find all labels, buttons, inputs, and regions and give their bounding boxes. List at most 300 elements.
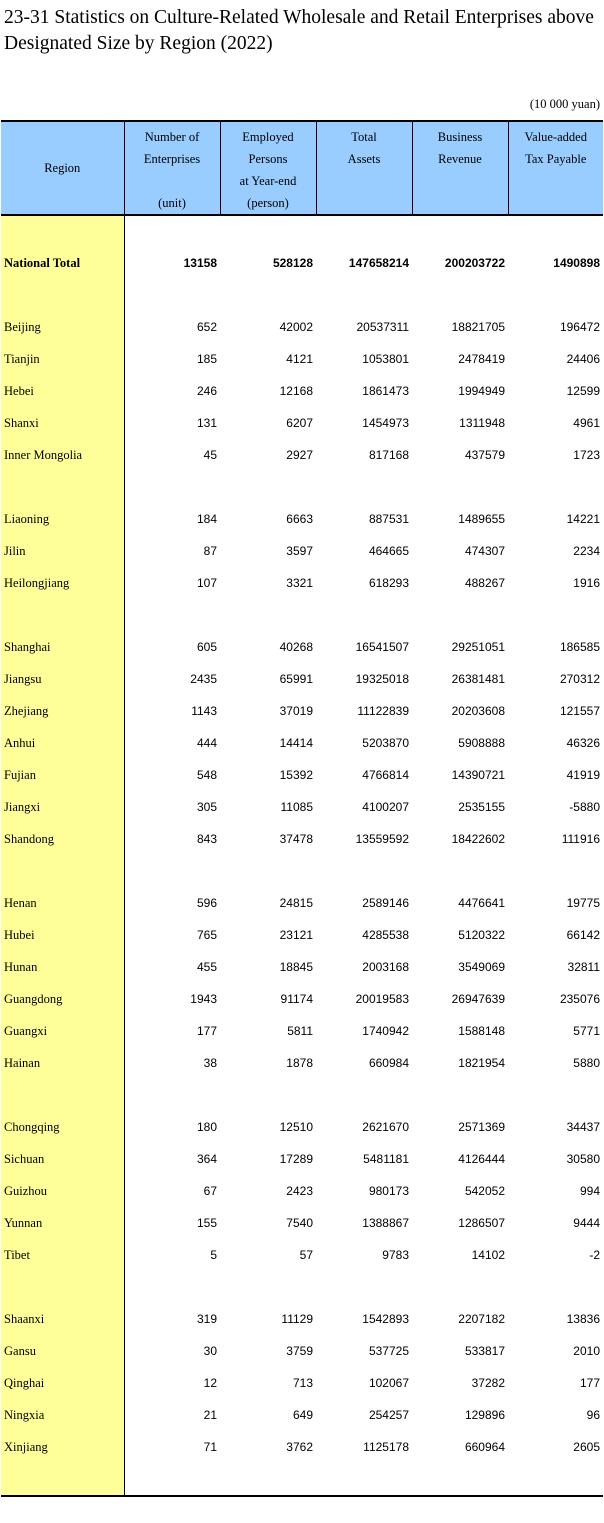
region-cell: Zhejiang bbox=[1, 695, 124, 727]
enterprises-cell: 177 bbox=[196, 1024, 217, 1038]
employed-cell: 15392 bbox=[279, 768, 313, 782]
vat-cell: 111916 bbox=[561, 832, 600, 846]
region-cell bbox=[1, 471, 124, 503]
vat-cell: 1723 bbox=[573, 448, 600, 462]
value-cell bbox=[508, 1463, 603, 1496]
header-employed-label: Employed Persons at Year-end bbox=[239, 130, 297, 188]
enterprises-cell: 30 bbox=[203, 1344, 217, 1358]
region-cell: Qinghai bbox=[1, 1367, 124, 1399]
vat-cell: 19775 bbox=[566, 896, 600, 910]
header-region-label: Region bbox=[44, 161, 81, 175]
enterprises-cell: 131 bbox=[196, 416, 217, 430]
region-cell: Shandong bbox=[1, 823, 124, 855]
header-revenue bbox=[412, 121, 508, 215]
enterprises-cell: 13158 bbox=[183, 256, 217, 270]
employed-cell: 1878 bbox=[286, 1056, 313, 1070]
value-cell bbox=[508, 215, 603, 247]
assets-cell: 13559592 bbox=[355, 832, 409, 846]
value-cell bbox=[316, 1271, 412, 1303]
value-cell bbox=[316, 855, 412, 887]
table-row bbox=[1, 887, 603, 919]
value-cell bbox=[220, 215, 316, 247]
employed-cell: 6663 bbox=[286, 512, 313, 526]
vat-cell: 12599 bbox=[566, 384, 600, 398]
value-cell bbox=[220, 855, 316, 887]
revenue-cell: 1588148 bbox=[458, 1024, 505, 1038]
enterprises-cell: 71 bbox=[203, 1440, 217, 1454]
header-enterprises bbox=[124, 121, 220, 215]
enterprises-cell: 605 bbox=[196, 640, 217, 654]
region-cell: National Total bbox=[1, 247, 124, 279]
employed-cell: 11129 bbox=[281, 1312, 313, 1326]
table-row bbox=[1, 695, 603, 727]
revenue-cell: 3549069 bbox=[458, 960, 505, 974]
revenue-cell: 29251051 bbox=[451, 640, 505, 654]
header-enterprises-label: Number of Enterprises bbox=[143, 130, 201, 166]
table-row bbox=[1, 503, 603, 535]
table-row bbox=[1, 1111, 603, 1143]
employed-cell: 4121 bbox=[286, 352, 313, 366]
assets-cell: 1388867 bbox=[362, 1216, 409, 1230]
assets-cell: 20537311 bbox=[356, 320, 409, 334]
spacer-row bbox=[1, 599, 603, 631]
revenue-cell: 18422602 bbox=[451, 832, 505, 846]
table-row bbox=[1, 791, 603, 823]
employed-cell: 37019 bbox=[279, 704, 313, 718]
value-cell bbox=[508, 1079, 603, 1111]
revenue-cell: 14390721 bbox=[451, 768, 505, 782]
vat-cell: 121557 bbox=[559, 704, 600, 718]
table-row bbox=[1, 1335, 603, 1367]
revenue-cell: 1994949 bbox=[458, 384, 505, 398]
statistics-table bbox=[1, 120, 603, 1497]
region-cell: Hebei bbox=[1, 375, 124, 407]
value-cell bbox=[220, 1271, 316, 1303]
employed-cell: 24815 bbox=[279, 896, 313, 910]
table-row bbox=[1, 1431, 603, 1463]
vat-cell: 96 bbox=[586, 1408, 600, 1422]
enterprises-cell: 21 bbox=[203, 1408, 217, 1422]
vat-cell: -5880 bbox=[569, 800, 600, 814]
header-vat-label: Value-added Tax Payable bbox=[524, 130, 587, 166]
revenue-cell: 488267 bbox=[464, 576, 505, 590]
revenue-cell: 542052 bbox=[464, 1184, 505, 1198]
region-cell: Yunnan bbox=[1, 1207, 124, 1239]
assets-cell: 2003168 bbox=[362, 960, 409, 974]
table-header bbox=[1, 121, 603, 215]
value-cell bbox=[124, 471, 220, 503]
region-cell bbox=[1, 599, 124, 631]
assets-cell: 19325018 bbox=[355, 672, 409, 686]
assets-cell: 537725 bbox=[368, 1344, 409, 1358]
enterprises-cell: 87 bbox=[203, 544, 217, 558]
table-body bbox=[1, 215, 603, 1496]
revenue-cell: 4126444 bbox=[458, 1152, 505, 1166]
region-cell bbox=[1, 1463, 124, 1496]
employed-cell: 5811 bbox=[287, 1024, 313, 1038]
enterprises-cell: 548 bbox=[196, 768, 217, 782]
value-cell bbox=[412, 1079, 508, 1111]
value-cell bbox=[508, 279, 603, 311]
table-row bbox=[1, 439, 603, 471]
employed-cell: 2927 bbox=[286, 448, 313, 462]
enterprises-cell: 180 bbox=[196, 1120, 217, 1134]
header-vat bbox=[508, 121, 603, 215]
region-cell: Tibet bbox=[1, 1239, 124, 1271]
assets-cell: 20019583 bbox=[355, 992, 409, 1006]
table-row bbox=[1, 727, 603, 759]
assets-cell: 1740942 bbox=[362, 1024, 409, 1038]
vat-cell: 2234 bbox=[573, 544, 600, 558]
enterprises-cell: 596 bbox=[196, 896, 217, 910]
employed-cell: 2423 bbox=[286, 1184, 313, 1198]
revenue-cell: 5120322 bbox=[458, 928, 505, 942]
region-cell: Hubei bbox=[1, 919, 124, 951]
spacer-row bbox=[1, 855, 603, 887]
enterprises-cell: 155 bbox=[196, 1216, 217, 1230]
assets-cell: 618293 bbox=[368, 576, 409, 590]
assets-cell: 1125178 bbox=[363, 1440, 409, 1454]
table-row bbox=[1, 1015, 603, 1047]
assets-cell: 464665 bbox=[368, 544, 409, 558]
employed-cell: 14414 bbox=[279, 736, 313, 750]
table-row bbox=[1, 375, 603, 407]
table-row bbox=[1, 1367, 603, 1399]
vat-cell: 196472 bbox=[559, 320, 600, 334]
header-employed-unit: (person) bbox=[247, 196, 289, 210]
region-cell: Shaanxi bbox=[1, 1303, 124, 1335]
value-cell bbox=[124, 279, 220, 311]
assets-cell: 5203870 bbox=[362, 736, 409, 750]
revenue-cell: 1286507 bbox=[458, 1216, 505, 1230]
value-cell bbox=[316, 279, 412, 311]
employed-cell: 3759 bbox=[286, 1344, 313, 1358]
value-cell bbox=[124, 1079, 220, 1111]
region-cell: Sichuan bbox=[1, 1143, 124, 1175]
vat-cell: -2 bbox=[589, 1248, 600, 1262]
vat-cell: 66142 bbox=[566, 928, 600, 942]
revenue-cell: 437579 bbox=[464, 448, 505, 462]
revenue-cell: 2207182 bbox=[458, 1312, 505, 1326]
value-cell bbox=[508, 471, 603, 503]
region-cell: Liaoning bbox=[1, 503, 124, 535]
assets-cell: 817168 bbox=[368, 448, 409, 462]
enterprises-cell: 652 bbox=[196, 320, 217, 334]
value-cell bbox=[220, 471, 316, 503]
vat-cell: 4961 bbox=[573, 416, 600, 430]
region-cell bbox=[1, 279, 124, 311]
enterprises-cell: 184 bbox=[196, 512, 217, 526]
spacer-row bbox=[1, 1079, 603, 1111]
vat-cell: 5771 bbox=[573, 1024, 600, 1038]
assets-cell: 11122839 bbox=[357, 704, 409, 718]
value-cell bbox=[220, 279, 316, 311]
enterprises-cell: 364 bbox=[196, 1152, 217, 1166]
assets-cell: 2589146 bbox=[362, 896, 409, 910]
revenue-cell: 26381481 bbox=[451, 672, 505, 686]
value-cell bbox=[508, 599, 603, 631]
assets-cell: 887531 bbox=[368, 512, 409, 526]
value-cell bbox=[316, 1079, 412, 1111]
vat-cell: 186585 bbox=[559, 640, 600, 654]
region-cell: Hainan bbox=[1, 1047, 124, 1079]
region-cell: Chongqing bbox=[1, 1111, 124, 1143]
revenue-cell: 660964 bbox=[464, 1440, 505, 1454]
region-cell bbox=[1, 1271, 124, 1303]
table-row bbox=[1, 919, 603, 951]
employed-cell: 11085 bbox=[280, 800, 313, 814]
value-cell bbox=[412, 279, 508, 311]
table-row bbox=[1, 631, 603, 663]
region-cell: Guangdong bbox=[1, 983, 124, 1015]
region-cell: Anhui bbox=[1, 727, 124, 759]
assets-cell: 102067 bbox=[368, 1376, 409, 1390]
assets-cell: 16541507 bbox=[355, 640, 409, 654]
employed-cell: 37478 bbox=[279, 832, 313, 846]
vat-cell: 34437 bbox=[566, 1120, 600, 1134]
region-cell bbox=[1, 855, 124, 887]
employed-cell: 65991 bbox=[279, 672, 313, 686]
revenue-cell: 5908888 bbox=[458, 736, 505, 750]
employed-cell: 42002 bbox=[279, 320, 313, 334]
table-row bbox=[1, 407, 603, 439]
enterprises-cell: 38 bbox=[203, 1056, 217, 1070]
vat-cell: 2010 bbox=[573, 1344, 600, 1358]
region-cell: Ningxia bbox=[1, 1399, 124, 1431]
region-cell: Xinjiang bbox=[1, 1431, 124, 1463]
vat-cell: 270312 bbox=[559, 672, 600, 686]
value-cell bbox=[412, 215, 508, 247]
enterprises-cell: 1143 bbox=[191, 704, 217, 718]
table-row bbox=[1, 535, 603, 567]
revenue-cell: 1489655 bbox=[458, 512, 505, 526]
header-employed bbox=[220, 121, 316, 215]
page-title: 23-31 Statistics on Culture-Related Wholesale and Retail Enterprises above Designated Size by Region (2022) bbox=[4, 7, 594, 54]
employed-cell: 3762 bbox=[286, 1440, 313, 1454]
vat-cell: 1916 bbox=[573, 576, 600, 590]
region-cell: Guangxi bbox=[1, 1015, 124, 1047]
enterprises-cell: 2435 bbox=[190, 672, 217, 686]
revenue-cell: 2478419 bbox=[458, 352, 505, 366]
enterprises-cell: 67 bbox=[203, 1184, 217, 1198]
employed-cell: 12510 bbox=[279, 1120, 313, 1134]
vat-cell: 14221 bbox=[566, 512, 600, 526]
assets-cell: 1861473 bbox=[362, 384, 409, 398]
enterprises-cell: 107 bbox=[196, 576, 217, 590]
region-cell: Fujian bbox=[1, 759, 124, 791]
assets-cell: 4766814 bbox=[362, 768, 409, 782]
assets-cell: 254257 bbox=[368, 1408, 409, 1422]
assets-cell: 5481181 bbox=[363, 1152, 409, 1166]
header-revenue-label: Business Revenue bbox=[437, 130, 483, 166]
table-row bbox=[1, 663, 603, 695]
value-cell bbox=[412, 1271, 508, 1303]
region-cell: Jiangxi bbox=[1, 791, 124, 823]
revenue-cell: 18821705 bbox=[451, 320, 505, 334]
spacer-row bbox=[1, 1271, 603, 1303]
revenue-cell: 26947639 bbox=[451, 992, 505, 1006]
vat-cell: 5880 bbox=[573, 1056, 600, 1070]
vat-cell: 41919 bbox=[566, 768, 600, 782]
header-enterprises-unit: (unit) bbox=[158, 196, 186, 210]
vat-cell: 1490898 bbox=[553, 256, 600, 270]
table-row bbox=[1, 311, 603, 343]
value-cell bbox=[124, 1271, 220, 1303]
table-row bbox=[1, 1175, 603, 1207]
table-row bbox=[1, 983, 603, 1015]
spacer-row bbox=[1, 215, 603, 247]
region-cell: Shanghai bbox=[1, 631, 124, 663]
value-cell bbox=[316, 599, 412, 631]
employed-cell: 40268 bbox=[279, 640, 313, 654]
value-cell bbox=[508, 1271, 603, 1303]
vat-cell: 30580 bbox=[566, 1152, 600, 1166]
enterprises-cell: 5 bbox=[210, 1248, 217, 1262]
enterprises-cell: 843 bbox=[196, 832, 217, 846]
employed-cell: 18845 bbox=[279, 960, 313, 974]
unit-note: (10 000 yuan) bbox=[529, 97, 600, 111]
region-cell: Heilongjiang bbox=[1, 567, 124, 599]
enterprises-cell: 185 bbox=[196, 352, 217, 366]
employed-cell: 91174 bbox=[280, 992, 313, 1006]
revenue-cell: 2571369 bbox=[458, 1120, 505, 1134]
enterprises-cell: 305 bbox=[196, 800, 217, 814]
value-cell bbox=[412, 471, 508, 503]
value-cell bbox=[316, 215, 412, 247]
value-cell bbox=[316, 471, 412, 503]
vat-cell: 177 bbox=[579, 1376, 600, 1390]
revenue-cell: 533817 bbox=[464, 1344, 505, 1358]
region-cell: Beijing bbox=[1, 311, 124, 343]
region-cell: Inner Mongolia bbox=[1, 439, 124, 471]
table-row bbox=[1, 951, 603, 983]
table-row bbox=[1, 343, 603, 375]
spacer-row bbox=[1, 279, 603, 311]
value-cell bbox=[316, 1463, 412, 1496]
employed-cell: 528128 bbox=[272, 256, 313, 270]
enterprises-cell: 319 bbox=[196, 1312, 217, 1326]
employed-cell: 6207 bbox=[286, 416, 313, 430]
value-cell bbox=[412, 1463, 508, 1496]
assets-cell: 4100207 bbox=[362, 800, 409, 814]
enterprises-cell: 12 bbox=[203, 1376, 217, 1390]
region-cell: Jiangsu bbox=[1, 663, 124, 695]
assets-cell: 1454973 bbox=[362, 416, 409, 430]
spacer-row bbox=[1, 471, 603, 503]
value-cell bbox=[412, 599, 508, 631]
revenue-cell: 20203608 bbox=[451, 704, 505, 718]
table-row bbox=[1, 1239, 603, 1271]
table-row bbox=[1, 1303, 603, 1335]
region-cell: Tianjin bbox=[1, 343, 124, 375]
value-cell bbox=[124, 215, 220, 247]
enterprises-cell: 444 bbox=[196, 736, 217, 750]
region-cell: Henan bbox=[1, 887, 124, 919]
header-region bbox=[1, 121, 124, 215]
employed-cell: 23121 bbox=[279, 928, 313, 942]
enterprises-cell: 765 bbox=[196, 928, 217, 942]
value-cell bbox=[220, 1079, 316, 1111]
employed-cell: 649 bbox=[292, 1408, 313, 1422]
employed-cell: 3321 bbox=[286, 576, 313, 590]
region-cell: Gansu bbox=[1, 1335, 124, 1367]
total-row bbox=[1, 247, 603, 279]
vat-cell: 24406 bbox=[566, 352, 600, 366]
table-row bbox=[1, 823, 603, 855]
header-row bbox=[1, 121, 603, 215]
table-row bbox=[1, 567, 603, 599]
enterprises-cell: 1943 bbox=[190, 992, 217, 1006]
assets-cell: 1053801 bbox=[362, 352, 409, 366]
vat-cell: 994 bbox=[579, 1184, 600, 1198]
revenue-cell: 1311948 bbox=[459, 416, 505, 430]
table-row bbox=[1, 1047, 603, 1079]
vat-cell: 32811 bbox=[567, 960, 600, 974]
assets-cell: 1542893 bbox=[362, 1312, 409, 1326]
assets-cell: 2621670 bbox=[362, 1120, 409, 1134]
employed-cell: 12168 bbox=[279, 384, 313, 398]
assets-cell: 147658214 bbox=[348, 256, 409, 270]
employed-cell: 3597 bbox=[286, 544, 313, 558]
assets-cell: 9783 bbox=[382, 1248, 409, 1262]
region-cell bbox=[1, 1079, 124, 1111]
value-cell bbox=[220, 1463, 316, 1496]
region-cell: Jilin bbox=[1, 535, 124, 567]
revenue-cell: 1821954 bbox=[458, 1056, 505, 1070]
value-cell bbox=[124, 855, 220, 887]
vat-cell: 235076 bbox=[559, 992, 600, 1006]
revenue-cell: 129896 bbox=[464, 1408, 505, 1422]
value-cell bbox=[412, 855, 508, 887]
employed-cell: 17289 bbox=[279, 1152, 313, 1166]
revenue-cell: 37282 bbox=[471, 1376, 505, 1390]
assets-cell: 4285538 bbox=[362, 928, 409, 942]
value-cell bbox=[508, 855, 603, 887]
employed-cell: 7540 bbox=[286, 1216, 313, 1230]
region-cell: Shanxi bbox=[1, 407, 124, 439]
region-cell: Guizhou bbox=[1, 1175, 124, 1207]
enterprises-cell: 455 bbox=[196, 960, 217, 974]
vat-cell: 46326 bbox=[566, 736, 600, 750]
region-cell: Hunan bbox=[1, 951, 124, 983]
header-assets-label: Total Assets bbox=[347, 130, 381, 166]
region-cell bbox=[1, 215, 124, 247]
revenue-cell: 474307 bbox=[464, 544, 505, 558]
vat-cell: 13836 bbox=[566, 1312, 600, 1326]
value-cell bbox=[124, 599, 220, 631]
value-cell bbox=[124, 1463, 220, 1496]
table-row bbox=[1, 1143, 603, 1175]
enterprises-cell: 246 bbox=[196, 384, 217, 398]
vat-cell: 2605 bbox=[573, 1440, 600, 1454]
table-row bbox=[1, 1399, 603, 1431]
assets-cell: 660984 bbox=[368, 1056, 409, 1070]
value-cell bbox=[220, 599, 316, 631]
employed-cell: 57 bbox=[299, 1248, 313, 1262]
revenue-cell: 2535155 bbox=[458, 800, 505, 814]
vat-cell: 9444 bbox=[573, 1216, 600, 1230]
assets-cell: 980173 bbox=[368, 1184, 409, 1198]
revenue-cell: 4476641 bbox=[458, 896, 505, 910]
employed-cell: 713 bbox=[292, 1376, 313, 1390]
table-row bbox=[1, 1207, 603, 1239]
header-assets bbox=[316, 121, 412, 215]
revenue-cell: 200203722 bbox=[444, 256, 505, 270]
revenue-cell: 14102 bbox=[471, 1248, 505, 1262]
spacer-row bbox=[1, 1463, 603, 1496]
table-row bbox=[1, 759, 603, 791]
enterprises-cell: 45 bbox=[203, 448, 217, 462]
